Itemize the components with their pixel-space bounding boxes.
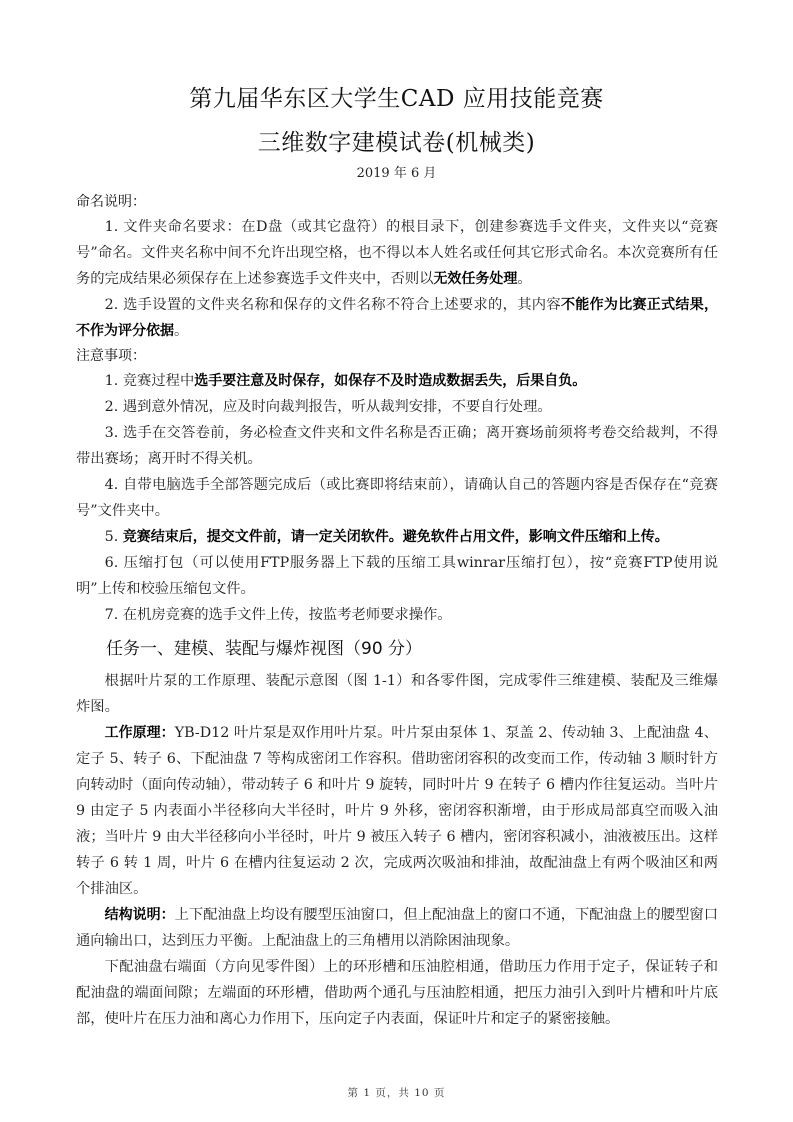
document-subtitle: 三维数字建模试卷(机械类) xyxy=(257,130,536,156)
notes-item-2: 2. 遇到意外情况，应及时向裁判报告，听从裁判安排，不要自行处理。 xyxy=(104,399,552,415)
task1-structure xyxy=(76,902,718,954)
naming-item-2-text: 2. 选手设置的文件夹名称和保存的文件名称不符合上述要求的，其内容 xyxy=(104,297,561,313)
structure-text: 上下配油盘上均设有腰型压油窗口，但上配油盘上的窗口不通，下配油盘上的腰型窗口通向输出口，达到压力平衡。上配油盘上的三角槽用以消除困油现象。 xyxy=(76,907,718,949)
naming-item-1-tail: 。 xyxy=(517,271,532,287)
naming-item-2-tail: 。 xyxy=(174,323,189,339)
naming-item-2 xyxy=(76,292,718,344)
notes-item-3: 3. 选手在交答卷前，务必检查文件夹和文件名称是否正确；离开赛场前须将考卷交给裁判，不得带出赛场；离开时不得关机。 xyxy=(76,425,718,467)
notes-item-7: 7. 在机房竞赛的选手文件上传，按监考老师要求操作。 xyxy=(104,607,452,623)
task1-lower-plate: 下配油盘右端面（方向见零件图）上的环形槽和压油腔相通，借助压力作用于定子，保证转子和配油盘的端面间隙；左端面的环形槽，借助两个通孔与压油腔相通，把压力油引入到叶片槽和叶片底部，使叶片在压力油和离心力作用下，压向定子内表面，保证叶片和定子的紧密接触。 xyxy=(76,959,718,1027)
principle-label: 工作原理： xyxy=(104,725,175,741)
naming-item-2-bold: 不能作为比赛正式结果，不作为评分依据 xyxy=(76,297,719,339)
notes-item-1-text: 1. 竞赛过程中 xyxy=(104,373,195,389)
notes-item-1-bold: 选手要注意及时保存，如保存不及时造成数据丢失，后果自负。 xyxy=(194,373,587,389)
task1-intro: 根据叶片泵的工作原理、装配示意图（图 1-1）和各零件图，完成零件三维建模、装配及三维爆炸图。 xyxy=(76,673,718,715)
notes-item-5-bold: 竞赛结束后，提交文件前，请一定关闭软件。避免软件占用文件，影响文件压缩和上传。 xyxy=(122,529,669,545)
page-footer: 第 1 页，共 10 页 xyxy=(347,1087,446,1099)
document-date: 2019 年 6 月 xyxy=(356,166,437,181)
task1-heading: 任务一、建模、装配与爆炸视图（90 分） xyxy=(106,639,423,659)
document-body xyxy=(76,190,718,1032)
naming-item-1 xyxy=(76,214,718,292)
naming-section-heading: 命名说明： xyxy=(76,194,146,210)
notes-item-5 xyxy=(76,524,718,550)
naming-item-1-text: 1. 文件夹命名要求：在D盘（或其它盘符）的根目录下，创建参赛选手文件夹，文件夹以“竞赛号”命名。文件夹名称中间不允许出现空格，也不得以本人姓名或任何其它形式命名。本次竞赛所有任务的完成结果必须保存在上述参赛选手文件夹中，否则以 xyxy=(76,219,718,287)
notes-item-5-num: 5. xyxy=(104,529,123,545)
structure-label: 结构说明： xyxy=(104,907,175,923)
document-title: 第九届华东区大学生CAD 应用技能竞赛 xyxy=(189,86,604,112)
notes-item-1 xyxy=(76,368,718,394)
notes-item-4: 4. 自带电脑选手全部答题完成后（或比赛即将结束前），请确认自己的答题内容是否保存在“竞赛号”文件夹中。 xyxy=(76,477,718,519)
task1-principle xyxy=(76,720,718,902)
principle-text: YB-D12 叶片泵是双作用叶片泵。叶片泵由泵体 1、泵盖 2、传动轴 3、上配油盘 4、定子 5、转子 6、下配油盘 7 等构成密闭工作容积。借助密闭容积的改变而工作，传动轴 3 顺时针方向转动时（面向传动轴），带动转子 6 和叶片 9 旋转，同时叶片 9 在转子 6 槽内作往复运动。当叶片 9 由定子 5 内表面小半径移向大半径时，叶片 9 外移，密闭容积渐增，由于形成局部真空而吸入油液；当叶片 9 由大半径移向小半径时，叶片 9 被压入转子 6 槽内，密闭容积减小，油液被压出。这样转子 6 转 1 周，叶片 6 在槽内往复运动 2 次，完成两次吸油和排油，故配油盘上有两个吸油区和两个排油区。 xyxy=(76,725,719,897)
naming-item-1-bold: 无效任务处理 xyxy=(433,271,518,287)
notes-section-heading: 注意事项： xyxy=(76,348,146,364)
notes-item-6: 6. 压缩打包（可以使用FTP服务器上下载的压缩工具winrar压缩打包），按“竞赛FTP使用说明”上传和校验压缩包文件。 xyxy=(76,555,718,597)
